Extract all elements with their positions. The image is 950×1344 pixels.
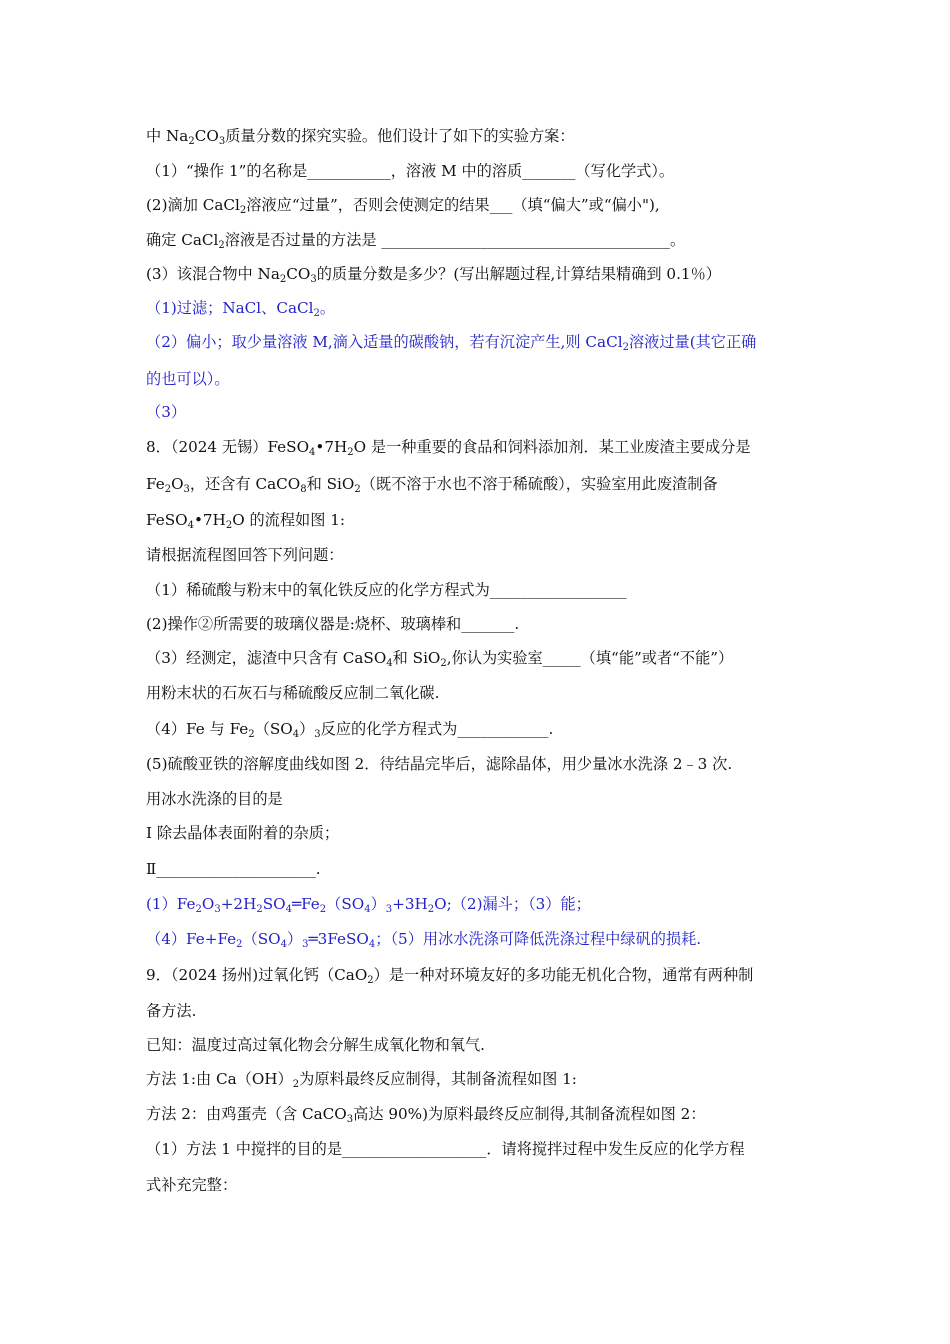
text-run: (3）该混合物中 Na (146, 265, 280, 283)
subscript: 3 (385, 904, 393, 915)
subscript: 4 (386, 658, 393, 669)
text-run: Fe (146, 475, 165, 493)
text-line (146, 1138, 826, 1160)
text-run: CO (194, 127, 219, 145)
subscript: 8 (300, 484, 307, 495)
text-run: 9．（2024 扬州)过氧化钙（CaO (146, 966, 368, 984)
text-line (146, 682, 826, 704)
subscript: 2 (427, 904, 435, 915)
subscript: 3 (302, 939, 309, 950)
text-run: 用粉末状的石灰石与稀硫酸反应制二氧化碳. (146, 684, 440, 702)
answer-line (146, 368, 826, 390)
text-line (146, 1174, 826, 1196)
text-run: (1）Fe (146, 895, 196, 913)
subscript: 2 (164, 484, 172, 495)
answer-line (146, 331, 826, 353)
subscript: 2 (279, 274, 287, 285)
text-run: O;（2)漏斗；（3）能； (434, 895, 591, 913)
text-line (146, 194, 826, 216)
subscript: 3 (346, 1114, 354, 1125)
text-line (146, 788, 826, 810)
text-run: 请根据流程图回答下列问题： (146, 546, 344, 564)
answer-line (146, 401, 826, 423)
text-run: （SO (242, 930, 281, 948)
subscript: 2 (319, 904, 327, 915)
text-run: O 是一种重要的食品和饲料添加剂．某工业废渣主要成分是 (353, 438, 751, 456)
text-run: （1）稀硫酸与粉末中的氧化铁反应的化学方程式为__________________ (146, 581, 627, 599)
text-line (146, 509, 826, 531)
text-run: 8．（2024 无锡）FeSO (146, 438, 310, 456)
text-line (146, 647, 826, 669)
text-run: ；（5）用冰水洗涤可降低洗涤过程中绿矾的损耗. (375, 930, 702, 948)
text-run: （2）偏小；取少量溶液 M,滴入适量的碳酸钠，若有沉淀产生,则 CaCl (146, 333, 623, 351)
text-line (146, 1000, 826, 1022)
text-run: SO (262, 895, 286, 913)
text-run: （1)过滤；NaCl、CaCl (146, 299, 314, 317)
subscript: 2 (248, 729, 255, 740)
subscript: 4 (364, 904, 371, 915)
subscript: 4 (309, 447, 316, 458)
subscript: 2 (347, 447, 354, 458)
text-line (146, 125, 826, 147)
text-line (146, 436, 826, 458)
text-run: （SO (326, 895, 365, 913)
text-run: （4）Fe+Fe (146, 930, 237, 948)
text-run: 的也可以）。 (146, 370, 230, 388)
answer-line (146, 297, 826, 319)
subscript: 4 (292, 729, 300, 740)
text-run: O (201, 895, 215, 913)
text-line (146, 1034, 826, 1056)
text-run: 方法 1:由 Ca（OH） (146, 1070, 293, 1088)
text-run: 。 (319, 299, 336, 317)
text-run: 溶液应“过量”，否则会使测定的结果___（填“偏大”或“偏小"), (246, 196, 660, 214)
text-run: （SO (254, 720, 293, 738)
text-run: （1）方法 1 中搅拌的目的是___________________．请将搅拌过程中发生反应的化学方程 (146, 1140, 745, 1158)
text-run: （3）经测定，滤渣中只含有 CaSO (146, 649, 387, 667)
text-run: 和 SiO (306, 475, 355, 493)
text-run: +3H (392, 895, 428, 913)
text-run: •7H (315, 438, 348, 456)
text-run: O 的流程如图 1: (232, 511, 346, 529)
text-run: 确定 CaCl (146, 231, 219, 249)
text-run: •7H (193, 511, 226, 529)
text-run: 高达 90%)为原料最终反应制得,其制备流程如图 2： (353, 1105, 706, 1123)
text-run: FeSO (146, 511, 188, 529)
text-line (146, 858, 826, 880)
text-run: CO (286, 265, 311, 283)
text-line (146, 544, 826, 566)
text-run: (2)操作②所需要的玻璃仪器是:烧杯、玻璃棒和_______. (146, 615, 520, 633)
subscript: 2 (622, 342, 629, 353)
text-line (146, 753, 826, 775)
text-run: (2)滴加 CaCl (146, 196, 240, 214)
text-line (146, 718, 826, 740)
text-run: ）是一种对环境友好的多功能无机化合物，通常有两种制 (373, 966, 754, 984)
subscript: 2 (256, 904, 263, 915)
subscript: 3 (214, 904, 221, 915)
subscript: 2 (440, 658, 447, 669)
subscript: 2 (292, 1079, 300, 1090)
text-run: 备方法. (146, 1002, 197, 1020)
subscript: 2 (195, 904, 202, 915)
subscript: 3 (183, 484, 190, 495)
text-run: （既不溶于水也不溶于稀硫酸），实验室用此废渣制备 (360, 475, 718, 493)
subscript: 4 (285, 904, 292, 915)
subscript: 2 (188, 136, 195, 147)
text-run: Ⅱ_____________________. (146, 860, 321, 878)
text-line (146, 964, 826, 986)
text-run: （3） (146, 403, 187, 421)
text-run: ） (299, 720, 315, 738)
text-run: 已知：温度过高过氧化物会分解生成氧化物和氧气. (146, 1036, 485, 1054)
text-line (146, 473, 826, 495)
text-line (146, 822, 826, 844)
text-line (146, 160, 826, 182)
text-run: ） (286, 930, 303, 948)
text-run: 方法 2：由鸡蛋壳（含 CaCO (146, 1105, 347, 1123)
text-run: 为原料最终反应制得，其制备流程如图 1: (299, 1070, 577, 1088)
text-run: （1）“操作 1”的名称是___________，溶液 M 中的溶质_______（写化学式）。 (146, 162, 675, 180)
text-line (146, 229, 826, 251)
text-run: 和 SiO (392, 649, 441, 667)
subscript: 2 (313, 308, 320, 319)
subscript: 2 (239, 205, 247, 216)
text-run: （4）Fe 与 Fe (146, 720, 249, 738)
text-run: 中 Na (146, 127, 189, 145)
text-run: +2H (220, 895, 257, 913)
subscript: 3 (310, 274, 317, 285)
subscript: 2 (354, 484, 361, 495)
subscript: 2 (218, 240, 225, 251)
text-line (146, 579, 826, 601)
text-run: ，还含有 CaCO (189, 475, 301, 493)
text-run: ） (370, 895, 386, 913)
text-run: 质量分数的探究实验。他们设计了如下的实验方案： (225, 127, 575, 145)
text-run: ,你认为实验室_____（填“能”或者“不能”） (446, 649, 734, 667)
text-run: 式补充完整： (146, 1176, 238, 1194)
text-run: Ⅰ 除去晶体表面附着的杂质； (146, 824, 340, 842)
subscript: 2 (367, 975, 374, 986)
subscript: 4 (187, 520, 194, 531)
text-run: 反应的化学方程式为____________. (320, 720, 554, 738)
text-line (146, 1103, 826, 1125)
text-run: (5)硫酸亚铁的溶解度曲线如图 2．待结晶完毕后，滤除晶体，用少量冰水洗涤 2﹣3 次. (146, 755, 733, 773)
subscript: 4 (368, 939, 376, 950)
text-run: 溶液是否过量的方法是 ______________________________________。 (224, 231, 686, 249)
text-run: ═Fe (291, 895, 320, 913)
text-line (146, 1068, 826, 1090)
text-run: 的质量分数是多少？(写出解题过程,计算结果精确到 0.1％） (316, 265, 721, 283)
subscript: 3 (218, 136, 226, 147)
subscript: 4 (280, 939, 287, 950)
subscript: 2 (225, 520, 233, 531)
text-run: 溶液过量(其它正确 (628, 333, 757, 351)
answer-line (146, 928, 826, 950)
subscript: 2 (236, 939, 243, 950)
text-run: ═3FeSO (308, 930, 369, 948)
text-line (146, 263, 826, 285)
text-run: 用冰水洗涤的目的是 (146, 790, 283, 808)
text-line (146, 613, 826, 635)
answer-line (146, 893, 826, 915)
text-run: O (171, 475, 184, 493)
subscript: 3 (314, 729, 321, 740)
